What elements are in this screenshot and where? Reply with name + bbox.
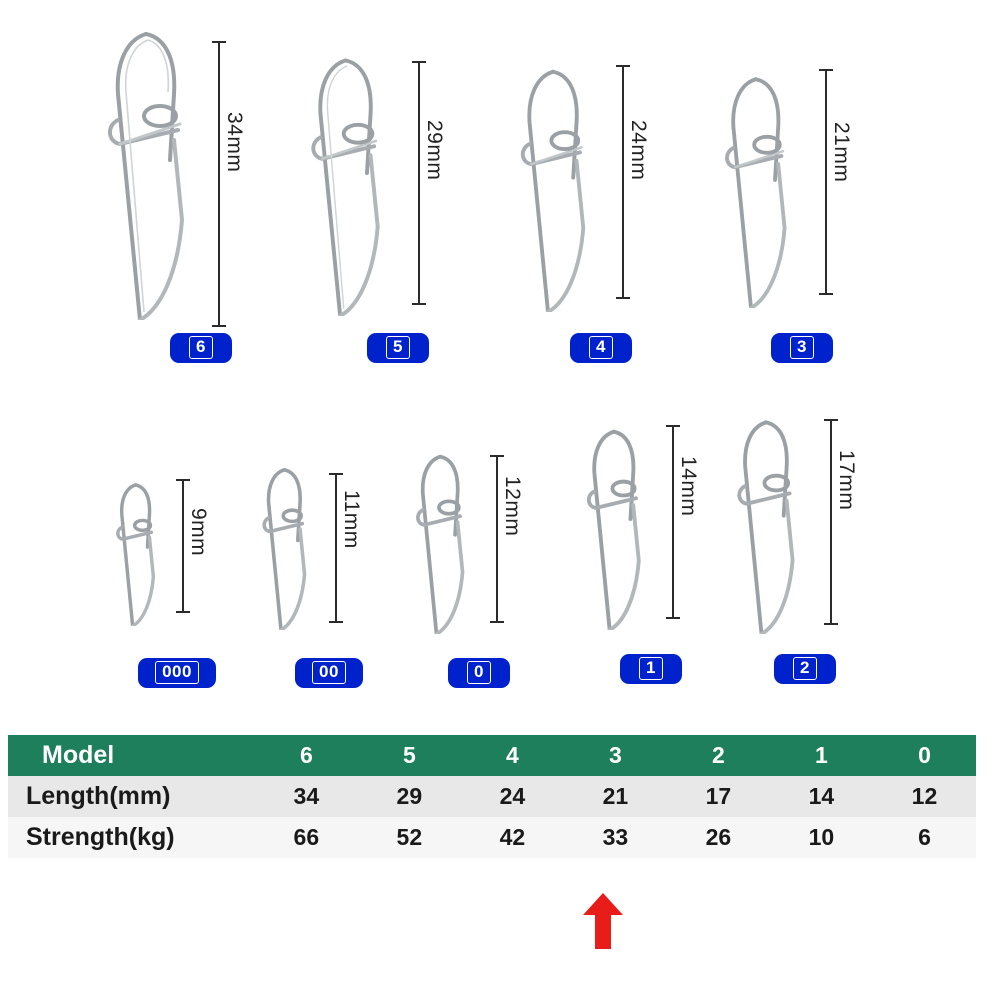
spec-table-body (8, 776, 976, 858)
cell-length-6: 34 (255, 776, 358, 817)
clip-dimension-label: 24mm (627, 120, 650, 181)
clip-dimension-label: 9mm (187, 508, 210, 557)
table-row (8, 776, 976, 817)
clip-item-0 (408, 448, 578, 688)
clip-size-badge-4-text: 4 (589, 336, 613, 359)
fishing-snap-clip-icon (100, 20, 230, 320)
clip-size-badge-3-text: 3 (790, 336, 814, 359)
clip-dimension-label: 29mm (423, 120, 446, 181)
clip-dimension-label: 34mm (223, 112, 246, 173)
spec-table-header (8, 735, 976, 776)
column-header-4: 4 (461, 735, 564, 776)
clip-size-badge-00 (295, 658, 363, 688)
table-row (8, 735, 976, 776)
fishing-snap-clip-icon (255, 462, 335, 630)
up-arrow-icon (583, 893, 623, 949)
cell-length-2: 17 (667, 776, 770, 817)
clip-item-5 (300, 48, 500, 368)
clip-item-6 (100, 20, 300, 360)
cell-length-0: 12 (873, 776, 976, 817)
column-header-6: 6 (255, 735, 358, 776)
clip-dimension-label: 17mm (835, 450, 858, 511)
column-header-2: 2 (667, 735, 770, 776)
clip-dimension-label: 21mm (830, 122, 853, 183)
clip-item-000 (110, 478, 270, 698)
fishing-snap-clip-icon (578, 422, 676, 630)
row-header-length: Length(mm) (8, 776, 255, 817)
clip-size-badge-5-text: 5 (386, 336, 410, 359)
cell-strength-1: 10 (770, 817, 873, 858)
clip-size-badge-00-text: 00 (312, 661, 346, 684)
clip-size-badge-000-text: 000 (155, 661, 199, 684)
clip-size-badge-1 (620, 654, 682, 684)
cell-length-1: 14 (770, 776, 873, 817)
fishing-snap-clip-icon (728, 412, 832, 634)
cell-strength-5: 52 (358, 817, 461, 858)
clip-size-badge-2 (774, 654, 836, 684)
cell-length-5: 29 (358, 776, 461, 817)
cell-strength-4: 42 (461, 817, 564, 858)
clip-size-badge-1-text: 1 (639, 657, 663, 680)
clip-size-badge-2-text: 2 (793, 657, 817, 680)
column-header-5: 5 (358, 735, 461, 776)
clip-dimension-label: 12mm (501, 476, 524, 537)
clip-size-badge-000 (138, 658, 216, 688)
clip-item-3 (715, 68, 915, 368)
fishing-snap-clip-icon (715, 68, 827, 308)
dimension-line-icon (666, 422, 680, 627)
row-header-strength: Strength(kg) (8, 817, 255, 858)
column-header-3: 3 (564, 735, 667, 776)
spec-table (8, 735, 976, 858)
clip-size-badge-0 (448, 658, 510, 688)
fishing-snap-clip-icon (510, 60, 628, 312)
cell-length-3: 21 (564, 776, 667, 817)
dimension-line-icon (616, 62, 630, 307)
clip-size-badge-6 (170, 333, 232, 363)
dimension-line-icon (212, 38, 226, 335)
cell-strength-0: 6 (873, 817, 976, 858)
clip-item-1 (578, 422, 753, 682)
table-row (8, 817, 976, 858)
dimension-line-icon (819, 66, 833, 303)
clip-size-badge-3 (771, 333, 833, 363)
column-header-0: 0 (873, 735, 976, 776)
dimension-line-icon (824, 416, 838, 633)
cell-strength-2: 26 (667, 817, 770, 858)
fishing-snap-clip-icon (408, 448, 496, 634)
fishing-snap-clip-icon (110, 478, 180, 626)
fishing-snap-clip-icon (300, 48, 425, 316)
clip-size-badge-6-text: 6 (189, 336, 213, 359)
clip-item-00 (255, 462, 415, 692)
clip-item-4 (510, 60, 710, 370)
clip-size-badge-4 (570, 333, 632, 363)
cell-strength-3: 33 (564, 817, 667, 858)
dimension-line-icon (412, 58, 426, 313)
column-header-1: 1 (770, 735, 873, 776)
clip-size-badge-0-text: 0 (467, 661, 491, 684)
clip-dimension-label: 11mm (340, 490, 363, 549)
clip-size-badge-5 (367, 333, 429, 363)
cell-length-4: 24 (461, 776, 564, 817)
column-header-model: Model (8, 735, 255, 776)
clip-item-2 (728, 412, 913, 682)
clip-dimension-label: 14mm (677, 456, 700, 517)
cell-strength-6: 66 (255, 817, 358, 858)
